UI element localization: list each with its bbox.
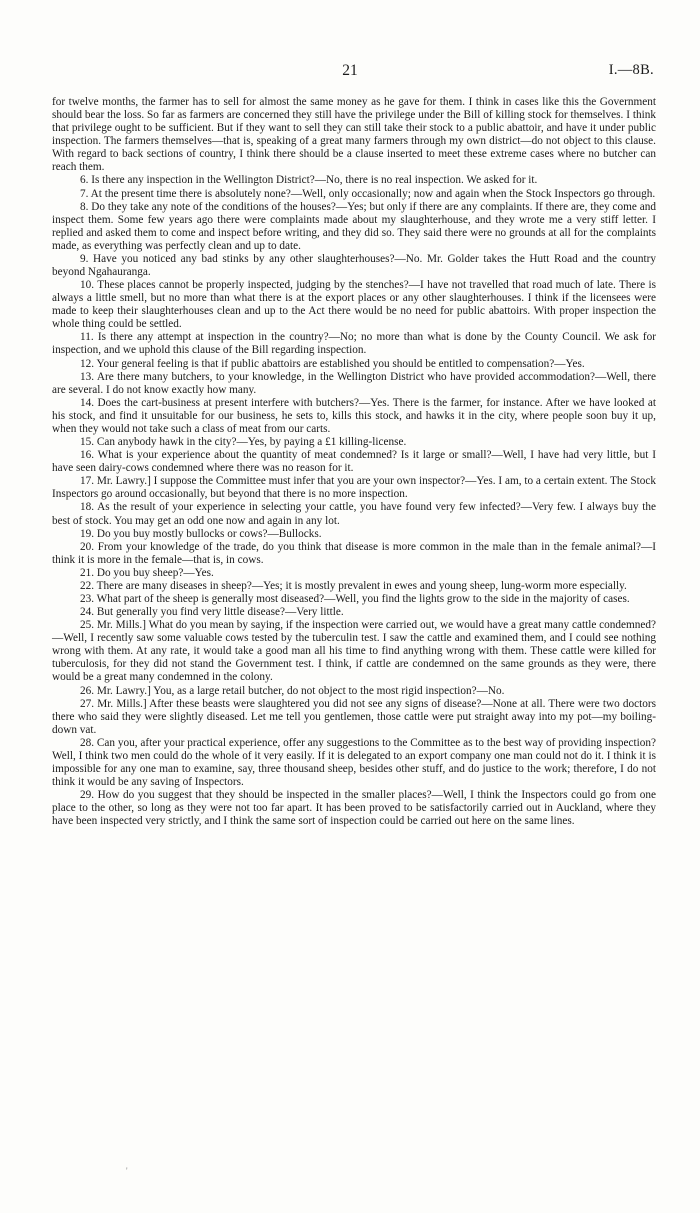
page-number: 21	[342, 62, 358, 79]
paragraph: 15. Can anybody hawk in the city?—Yes, by paying a £1 killing-license.	[80, 436, 407, 449]
paragraph: 18. As the result of your experience in selecting your cattle, you have found very few infected?—Very few. I always buy the best of stock. You may get an odd one now and again in any lot.	[52, 501, 656, 527]
paragraph: 26. Mr. Lawry.] You, as a large retail butcher, do not object to the most rigid inspection?—No.	[80, 684, 505, 697]
paragraph: 27. Mr. Mills.] After these beasts were slaughtered you did not see any signs of disease?—None at all. There were two doctors there who said they were slightly diseased. Let me tell you gentlemen, those cattle were put straight away into my pot—my boiling-down vat.	[52, 697, 656, 736]
paragraph: 19. Do you buy mostly bullocks or cows?—Bullocks.	[80, 527, 322, 540]
stray-mark: '	[126, 1166, 128, 1176]
paragraph: 9. Have you noticed any bad stinks by any other slaughterhouses?—No. Mr. Golder takes the Hutt Road and the country beyond Ngahauranga.	[52, 252, 656, 279]
paragraph: 16. What is your experience about the quantity of meat condemned? Is it large or small?—Well, I have had very little, but I have seen dairy-cows condemned where there was no reason for it.	[52, 449, 656, 475]
paragraph: 24. But generally you find very little disease?—Very little.	[80, 606, 344, 619]
paragraph: for twelve months, the farmer has to sell for almost the same money as he gave for them. I think in cases like this the Government should bear the loss. So far as farmers are concerned they still have the privilege under the Bill of killing stock for themselves. I think that privilege ought to be sufficient. But if they want to sell they can still take their stock to a public abattoir, and have it under public inspection. The farmers themselves—that is, speaking of a great many farmers through my own district—do not object to this clause. With regard to back sections of country, I think there should be a clause inserted to meet these extreme cases where no butcher can reach them.	[52, 96, 656, 174]
paragraph: 17. Mr. Lawry.] I suppose the Committee must infer that you are your own inspector?—Yes. I am, to a certain extent. The Stock Inspectors go around occasionally, but beyond that there is no more inspection.	[52, 475, 656, 501]
paragraph: 8. Do they take any note of the conditions of the houses?—Yes; but only if there are any complaints. If there are, they come and inspect them. Some few years ago there were complaints made about my slaughterhouse, and they wrote me a very stiff letter. I replied and asked them to come and inspect before writing, and they did so. They said there were no grounds at all for the complaints made, as everything was perfectly clean and up to date.	[52, 200, 656, 252]
paragraph: 11. Is there any attempt at inspection in the country?—No; no more than what is done by the County Council. We ask for inspection, and we uphold this clause of the Bill regarding inspection.	[52, 331, 656, 357]
paragraph: 14. Does the cart-business at present interfere with butchers?—Yes. There is the farmer, for instance. After we have looked at his stock, and find it unsuitable for our business, he sets to, kills this stock, and hawks it in the city, where people soon buy it up, when they would not take such a class of meat from our carts.	[52, 396, 656, 435]
paragraph: 22. There are many diseases in sheep?—Yes; it is mostly prevalent in ewes and young sheep, lung-worm more especially.	[80, 579, 627, 592]
paragraph: 28. Can you, after your practical experience, offer any suggestions to the Committee as to the best way of providing inspection? Well, I think two men could do the whole of it very easily. If it is delegated to an export company one man could not do it. I think it is impossible for any one man to examine, say, three thousand sheep, besides other stuff, and do justice to the work; therefore, I do not think it would be any saving of Inspectors.	[52, 736, 656, 789]
paragraph: 23. What part of the sheep is generally most diseased?—Well, you find the lights grow to the side in the majority of cases.	[80, 592, 630, 605]
paragraph: 10. These places cannot be properly inspected, judging by the stenches?—I have not travelled that road much of late. There is always a little smell, but no more than what there is at the export places or any other slaughterhouses. I think if the licensees were made to keep their slaughterhouses clean and up to the Act there would be no need for public abattoirs. With proper inspection the whole thing could be settled.	[52, 279, 656, 331]
paragraph: 20. From your knowledge of the trade, do you think that disease is more common in the male than in the female animal?—I think it is more in the female—that is, in cows.	[52, 540, 656, 566]
paragraph: 12. Your general feeling is that if public abattoirs are established you should be entitled to compensation?—Yes.	[80, 357, 585, 370]
paragraph: 6. Is there any inspection in the Wellington District?—No, there is no real inspection. We asked for it.	[80, 174, 538, 187]
paragraph: 21. Do you buy sheep?—Yes.	[80, 566, 214, 579]
paragraph: 29. How do you suggest that they should be inspected in the smaller places?—Well, I think the Inspectors could go from one place to the other, so long as they were not too far apart. It has been proved to be satisfactorily carried out in Auckland, where they have been inspected very strictly, and I think the same sort of inspection could be carried out here on the same lines.	[52, 789, 656, 828]
page-body	[52, 96, 656, 828]
paragraph: 7. At the present time there is absolutely none?—Well, only occasionally; now and again when the Stock Inspectors go through.	[80, 187, 656, 200]
paragraph: 13. Are there many butchers, to your knowledge, in the Wellington District who have provided accommodation?—Well, there are several. I do not know exactly how many.	[52, 370, 656, 396]
document-reference: I.—8B.	[608, 62, 654, 78]
paragraph: 25. Mr. Mills.] What do you mean by saying, if the inspection were carried out, we would have a great many cattle condemned?—Well, I recently saw some valuable cows tested by the tuberculin test. I saw the cattle and examined them, and I could see nothing wrong with them. At any rate, it would take a good man all his time to find anything wrong with them. These cattle were killed for tuberculosis, for they did not stand the Government test. I think, if cattle are condemned on the same grounds as they were, there would be a great many condemned in the colony.	[52, 619, 656, 684]
page-header	[0, 62, 700, 82]
